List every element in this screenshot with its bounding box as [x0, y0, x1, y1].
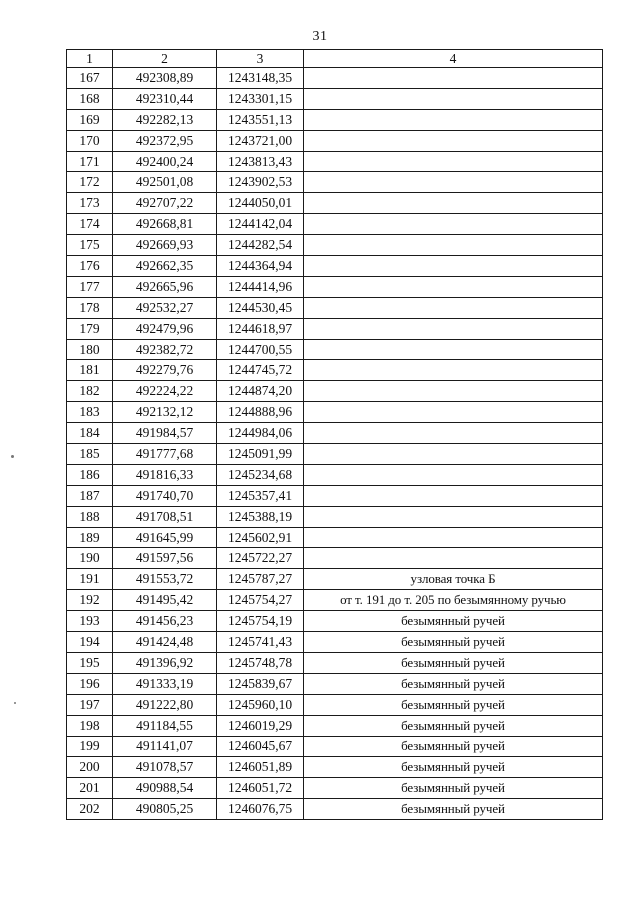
- cell-description: [304, 109, 603, 130]
- table-row: [67, 590, 603, 611]
- cell-point-number: 194: [67, 632, 113, 653]
- cell-x-coordinate: 492501,08: [113, 172, 217, 193]
- cell-x-coordinate: 491141,07: [113, 736, 217, 757]
- cell-description: от т. 191 до т. 205 по безымянному ручью: [304, 590, 603, 611]
- cell-y-coordinate: 1244700,55: [217, 339, 304, 360]
- cell-description: [304, 276, 603, 297]
- cell-description: [304, 235, 603, 256]
- cell-x-coordinate: 491645,99: [113, 527, 217, 548]
- cell-description: узловая точка Б: [304, 569, 603, 590]
- cell-y-coordinate: 1244745,72: [217, 360, 304, 381]
- cell-y-coordinate: 1245722,27: [217, 548, 304, 569]
- cell-x-coordinate: 490988,54: [113, 778, 217, 799]
- table-row: [67, 235, 603, 256]
- cell-x-coordinate: 492282,13: [113, 109, 217, 130]
- cell-x-coordinate: 491424,48: [113, 632, 217, 653]
- cell-x-coordinate: 491553,72: [113, 569, 217, 590]
- cell-description: [304, 444, 603, 465]
- table-row: [67, 444, 603, 465]
- table-row: [67, 736, 603, 757]
- cell-x-coordinate: 492665,96: [113, 276, 217, 297]
- cell-y-coordinate: 1244874,20: [217, 381, 304, 402]
- cell-description: [304, 256, 603, 277]
- table-row: [67, 68, 603, 89]
- cell-x-coordinate: 491184,55: [113, 715, 217, 736]
- cell-y-coordinate: 1245787,27: [217, 569, 304, 590]
- table-row: [67, 778, 603, 799]
- cell-description: [304, 88, 603, 109]
- table-row: [67, 256, 603, 277]
- table-row: [67, 757, 603, 778]
- cell-y-coordinate: 1245388,19: [217, 506, 304, 527]
- cell-point-number: 169: [67, 109, 113, 130]
- cell-x-coordinate: 492382,72: [113, 339, 217, 360]
- cell-point-number: 192: [67, 590, 113, 611]
- cell-point-number: 193: [67, 611, 113, 632]
- cell-point-number: 172: [67, 172, 113, 193]
- cell-y-coordinate: 1245602,91: [217, 527, 304, 548]
- cell-description: [304, 423, 603, 444]
- cell-description: [304, 464, 603, 485]
- page-number: 31: [312, 29, 328, 44]
- cell-point-number: 182: [67, 381, 113, 402]
- cell-y-coordinate: 1244050,01: [217, 193, 304, 214]
- cell-description: безымянный ручей: [304, 652, 603, 673]
- cell-y-coordinate: 1245741,43: [217, 632, 304, 653]
- table-row: [67, 130, 603, 151]
- cell-description: [304, 402, 603, 423]
- table-row: [67, 715, 603, 736]
- cell-point-number: 179: [67, 318, 113, 339]
- table-row: [67, 318, 603, 339]
- cell-y-coordinate: 1245091,99: [217, 444, 304, 465]
- header-y-coordinate: 3: [217, 50, 304, 68]
- cell-point-number: 185: [67, 444, 113, 465]
- cell-point-number: 196: [67, 673, 113, 694]
- header-x-coordinate: 2: [113, 50, 217, 68]
- cell-description: безымянный ручей: [304, 694, 603, 715]
- table-row: [67, 673, 603, 694]
- cell-y-coordinate: 1243301,15: [217, 88, 304, 109]
- cell-description: [304, 360, 603, 381]
- cell-y-coordinate: 1244530,45: [217, 297, 304, 318]
- table-row: [67, 276, 603, 297]
- cell-x-coordinate: 490805,25: [113, 799, 217, 820]
- cell-point-number: 181: [67, 360, 113, 381]
- table-row: [67, 569, 603, 590]
- cell-x-coordinate: 491078,57: [113, 757, 217, 778]
- cell-x-coordinate: 491740,70: [113, 485, 217, 506]
- cell-y-coordinate: 1245234,68: [217, 464, 304, 485]
- cell-description: [304, 485, 603, 506]
- table-row: [67, 402, 603, 423]
- cell-x-coordinate: 491984,57: [113, 423, 217, 444]
- table-body: [67, 68, 603, 820]
- cell-x-coordinate: 492479,96: [113, 318, 217, 339]
- table-row: [67, 548, 603, 569]
- header-point-number: 1: [67, 50, 113, 68]
- table-row: [67, 694, 603, 715]
- cell-description: безымянный ручей: [304, 757, 603, 778]
- cell-x-coordinate: 491597,56: [113, 548, 217, 569]
- cell-point-number: 180: [67, 339, 113, 360]
- cell-description: безымянный ручей: [304, 632, 603, 653]
- cell-description: [304, 318, 603, 339]
- cell-y-coordinate: 1244618,97: [217, 318, 304, 339]
- cell-x-coordinate: 492669,93: [113, 235, 217, 256]
- table-row: [67, 527, 603, 548]
- cell-x-coordinate: 492279,76: [113, 360, 217, 381]
- cell-x-coordinate: 491495,42: [113, 590, 217, 611]
- cell-point-number: 176: [67, 256, 113, 277]
- cell-x-coordinate: 492662,35: [113, 256, 217, 277]
- header-description: 4: [304, 50, 603, 68]
- cell-y-coordinate: 1245960,10: [217, 694, 304, 715]
- cell-x-coordinate: 492668,81: [113, 214, 217, 235]
- cell-description: [304, 151, 603, 172]
- cell-y-coordinate: 1244364,94: [217, 256, 304, 277]
- cell-y-coordinate: 1246019,29: [217, 715, 304, 736]
- cell-description: безымянный ручей: [304, 778, 603, 799]
- cell-y-coordinate: 1243148,35: [217, 68, 304, 89]
- cell-description: [304, 214, 603, 235]
- cell-y-coordinate: 1243721,00: [217, 130, 304, 151]
- cell-description: [304, 339, 603, 360]
- cell-description: [304, 527, 603, 548]
- scan-speck: [14, 702, 16, 704]
- cell-point-number: 197: [67, 694, 113, 715]
- cell-x-coordinate: 492132,12: [113, 402, 217, 423]
- table-row: [67, 88, 603, 109]
- cell-x-coordinate: 492224,22: [113, 381, 217, 402]
- cell-description: [304, 130, 603, 151]
- table-row: [67, 339, 603, 360]
- cell-point-number: 187: [67, 485, 113, 506]
- cell-y-coordinate: 1244142,04: [217, 214, 304, 235]
- table-row: [67, 214, 603, 235]
- cell-point-number: 190: [67, 548, 113, 569]
- cell-y-coordinate: 1246051,89: [217, 757, 304, 778]
- cell-y-coordinate: 1246076,75: [217, 799, 304, 820]
- cell-y-coordinate: 1245754,19: [217, 611, 304, 632]
- cell-point-number: 199: [67, 736, 113, 757]
- cell-description: безымянный ручей: [304, 736, 603, 757]
- cell-point-number: 173: [67, 193, 113, 214]
- cell-x-coordinate: 491222,80: [113, 694, 217, 715]
- cell-y-coordinate: 1244414,96: [217, 276, 304, 297]
- cell-y-coordinate: 1245839,67: [217, 673, 304, 694]
- table-row: [67, 464, 603, 485]
- cell-point-number: 189: [67, 527, 113, 548]
- cell-x-coordinate: 492532,27: [113, 297, 217, 318]
- table-row: [67, 632, 603, 653]
- cell-description: [304, 548, 603, 569]
- cell-description: [304, 172, 603, 193]
- table-row: [67, 151, 603, 172]
- cell-description: безымянный ручей: [304, 799, 603, 820]
- cell-x-coordinate: 492308,89: [113, 68, 217, 89]
- cell-description: безымянный ручей: [304, 611, 603, 632]
- cell-y-coordinate: 1246051,72: [217, 778, 304, 799]
- table-row: [67, 611, 603, 632]
- cell-point-number: 200: [67, 757, 113, 778]
- table-row: [67, 297, 603, 318]
- cell-x-coordinate: 491777,68: [113, 444, 217, 465]
- cell-point-number: 183: [67, 402, 113, 423]
- cell-x-coordinate: 491396,92: [113, 652, 217, 673]
- cell-point-number: 188: [67, 506, 113, 527]
- cell-point-number: 178: [67, 297, 113, 318]
- cell-y-coordinate: 1245357,41: [217, 485, 304, 506]
- cell-description: [304, 68, 603, 89]
- cell-y-coordinate: 1243902,53: [217, 172, 304, 193]
- cell-y-coordinate: 1244888,96: [217, 402, 304, 423]
- cell-y-coordinate: 1246045,67: [217, 736, 304, 757]
- table-row: [67, 381, 603, 402]
- cell-point-number: 168: [67, 88, 113, 109]
- cell-point-number: 186: [67, 464, 113, 485]
- table-row: [67, 506, 603, 527]
- cell-point-number: 195: [67, 652, 113, 673]
- coordinates-table: [66, 49, 603, 820]
- cell-description: безымянный ручей: [304, 715, 603, 736]
- table-row: [67, 109, 603, 130]
- cell-x-coordinate: 492372,95: [113, 130, 217, 151]
- cell-description: [304, 297, 603, 318]
- cell-x-coordinate: 492707,22: [113, 193, 217, 214]
- table-row: [67, 360, 603, 381]
- cell-point-number: 191: [67, 569, 113, 590]
- table-row: [67, 485, 603, 506]
- cell-point-number: 174: [67, 214, 113, 235]
- cell-y-coordinate: 1245754,27: [217, 590, 304, 611]
- table-row: [67, 193, 603, 214]
- cell-x-coordinate: 491456,23: [113, 611, 217, 632]
- cell-point-number: 175: [67, 235, 113, 256]
- cell-y-coordinate: 1244282,54: [217, 235, 304, 256]
- cell-description: [304, 506, 603, 527]
- cell-point-number: 184: [67, 423, 113, 444]
- cell-point-number: 201: [67, 778, 113, 799]
- cell-description: [304, 381, 603, 402]
- table-row: [67, 652, 603, 673]
- cell-x-coordinate: 491708,51: [113, 506, 217, 527]
- cell-point-number: 198: [67, 715, 113, 736]
- cell-x-coordinate: 492400,24: [113, 151, 217, 172]
- scan-speck: [11, 455, 14, 458]
- cell-y-coordinate: 1243813,43: [217, 151, 304, 172]
- cell-x-coordinate: 491816,33: [113, 464, 217, 485]
- cell-point-number: 202: [67, 799, 113, 820]
- table-row: [67, 172, 603, 193]
- cell-y-coordinate: 1243551,13: [217, 109, 304, 130]
- cell-point-number: 167: [67, 68, 113, 89]
- table-row: [67, 799, 603, 820]
- cell-x-coordinate: 492310,44: [113, 88, 217, 109]
- cell-y-coordinate: 1244984,06: [217, 423, 304, 444]
- cell-point-number: 171: [67, 151, 113, 172]
- cell-point-number: 170: [67, 130, 113, 151]
- cell-description: безымянный ручей: [304, 673, 603, 694]
- cell-point-number: 177: [67, 276, 113, 297]
- cell-description: [304, 193, 603, 214]
- table-header-row: [67, 50, 603, 68]
- cell-y-coordinate: 1245748,78: [217, 652, 304, 673]
- table-row: [67, 423, 603, 444]
- cell-x-coordinate: 491333,19: [113, 673, 217, 694]
